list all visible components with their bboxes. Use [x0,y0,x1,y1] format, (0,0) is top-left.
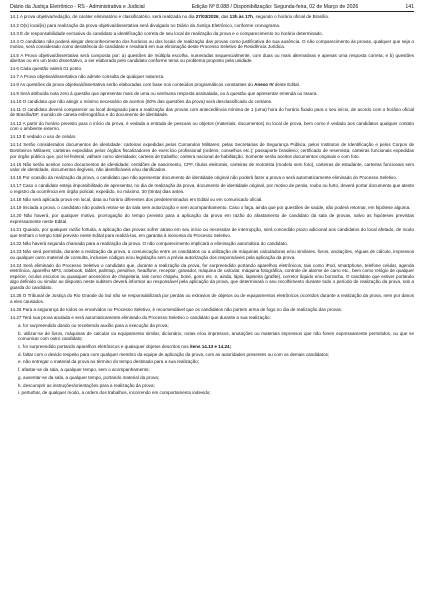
text-run: d. faltar com o devido respeito para com qualquer membro da equipe de aplicação da prova, com as autoridades presentes ou com os demais candidatos; [18,351,330,357]
text-run: f. afastar-se da sala, a qualquer tempo, sem o acompanhamento; [18,367,150,373]
text-run: 14.8 As questões da prova objetiva/dissertativa serão elaboradas com base nos conteúdos programáticos constantes do [10,82,255,88]
text-run: 14.3 É de responsabilidade exclusiva do candidato a identificação correta de seu local de realização da prova e o comparecimento no horário determinado. [10,30,323,36]
text-run: 14.10 O candidato que não atingir o mínimo necessário de acertos (50% das questões da prova) será desclassificado do certame. [10,98,273,104]
paragraph [10,197,414,203]
page-number: 141 [405,4,414,10]
text-run: 14.11 O candidato deverá comparecer ao local designado para a realização das provas com antecedência mínima de 1 (uma) hora do horário fixado para o seu início, de acordo com o horário oficial de Brasília/DF, munido de caneta esferográfica e do documento de identidade. [10,106,414,118]
text-run: , segundo o horário oficial de Brasília. [252,14,330,20]
text-run: 14.14 Serão considerados documentos de identidade: carteiras expedidas pelos Comandos Militares, pelas Secretarias de Segurança Pública, pelos Institutos de Identificação e pelos Corpos de Bombeiros Militares; carteiras expedidas pelos órgãos fiscalizadores de exercício profissional (ordens, conselhos etc.); passaporte brasileiro; certificado de reservista; carteiras funcionais expedidas por órgão público que, por lei federal, valham como identidade; carteira de trabalho; carteira nacional de habilitação. Somente serão aceitos documentos originais e com foto. [10,142,414,159]
text-run: 14.9 Será atribuída nota zero à questão que apresentar mais de uma ou nenhuma resposta assinalada, ou à questão que apresentar emenda ou rasura. [10,90,318,96]
paragraph [10,99,414,105]
publication-title: Diário da Justiça Eletrônico - RS - Administrativa e Judicial [10,4,145,10]
list-item [10,375,414,381]
paragraph [10,14,414,20]
text-run: 14.24 Será eliminado do Processo Seletivo o candidato que, durante a realização da prova, for surpreendido portando aparelhos eletrônicos, tais como iPod, smartphone, telefone celular, agenda eletrônica, aparelho MP3, notebook, tablet, palmtop, pendrive, headfone, receptor, gravador, máquina de calcular, máquina fotográfica, controle de alarme de carro etc., bem como relógio de qualquer espécie, óculos escuros ou quaisquer acessórios de chapelaria, tais como chapéu, boné, gorro etc. e, ainda, lápis, lapiseira (grafite), corretor líquido e/ou borracha. O candidato que estiver portando algo definido ou similar ao disposto neste subitem deverá informar ao responsável pela aplicação da prova, que determinará o seu recolhimento durante todo o período de realização da prova, sob a guarda do candidato. [10,262,414,290]
paragraph [10,175,414,181]
text-run: 14.18 Não será aplicada prova em local, data ou horário diferentes dos predeterminados em Edital ou em comunicado oficial. [10,197,263,203]
bold-text: 13h às 17h [229,14,253,20]
list-item [10,344,414,350]
paragraph [10,74,414,80]
paragraph [10,183,414,194]
page-header [10,4,414,12]
text-run: 14.17 Caso o candidato esteja impossibilitado de apresentar, no dia de realização da prova, documento de identidade original, por motivo de perda, roubo ou furto, deverá portar documento que ateste o registro da ocorrência em órgão policial, expedido, no máximo, 30 (trinta) dias antes. [10,183,414,195]
text-run: b. utilizar-se de livros, máquinas de calcular ou equipamento similar, dicionário, notas e/ou impressos, anotações ou materiais impressos que não forem expressamente permitidos, ou que se comunicar com outro candidato; [18,330,414,342]
text-run: 14.1 A prova objetiva/redação, de caráter eliminatório e classificatório, será realizada no dia [10,14,196,20]
text-run: 14.7 A Prova objetiva/dissertativa não admite consulta de qualquer natureza. [10,74,165,80]
list-item [10,390,414,396]
paragraph [10,23,414,29]
document-body [10,14,414,396]
paragraph [10,134,414,140]
bold-text: itens 14.13 e 14.24; [189,343,232,349]
text-run: 14.6 Cada questão valerá 01 ponto. [10,66,83,72]
paragraph [10,213,414,224]
paragraph [10,53,414,64]
paragraph [10,315,414,321]
text-run: 14.16 Por ocasião da realização da prova, o candidato que não apresentar documento de identidade original não poderá fazer a prova e será automaticamente eliminado do Processo Seletivo. [10,175,397,181]
paragraph [10,227,414,238]
text-run: 14.15 Não serão aceitos como documentos de identidade: certidões de nascimento, CPF, títulos eleitorais, carteiras de motorista (modelo sem foto), carteiras de estudante, carteiras funcionais sem valor de identidade, documentos ilegíveis, não identificáveis e/ou danificados. [10,161,414,173]
text-run: 14.19 Iniciada a prova, o candidato não poderá retirar-se da sala sem autorização e sem acompanhamento. Caso o faça, ainda que por questões de saúde, não poderá retornar, em hipótese alguma. [10,205,411,211]
text-run: 14.25 O Tribunal de Justiça do Rio Grande do Sul não se responsabilizará por perdas ou extravios de objetos ou de equipamentos eletrônicos ocorridos durante a realização da prova, nem por danos a eles causados. [10,292,414,304]
paragraph [10,249,414,260]
paragraph [10,205,414,211]
paragraph [10,263,414,291]
text-run: deste Edital. [273,82,300,88]
text-run: 14.4 O candidato não poderá alegar desconhecimento dos horários ou dos locais de realização das provas como justificativa de sua ausência. O não comparecimento às provas, qualquer que seja o motivo, será considerado como desistência do candidato e resultará em sua eliminação deste Processo Seletivo de Residência Jurídica. [10,38,414,50]
paragraph [10,66,414,72]
paragraph [10,31,414,37]
text-run: 14.27 Terá sua prova anulada e será automaticamente eliminado do Processo Seletivo o candidato que durante a sua realização: [10,314,271,320]
text-run: g. ausentar-se da sala, a qualquer tempo, portando material da prova; [18,374,160,380]
list-item [10,367,414,373]
text-run: 14.22 Não haverá segunda chamada para a realização da prova. O não comparecimento implicará a eliminação automática do candidato. [10,240,289,246]
text-run: 14.2 O(s) local(is) para realização da prova objetiva/dissertativa será divulgado no Diário da Justiça Eletrônico, conforme cronograma. [10,22,281,28]
list-item [10,383,414,389]
text-run: 14.26 Para a segurança de todos os envolvidos no Processo Seletivo, é recomendável que os candidatos não portem arma de fogo no dia de realização das provas. [10,306,343,312]
list-item [10,359,414,365]
paragraph [10,91,414,97]
bold-text: 27/03/2026 [195,14,219,20]
text-run: a. for surpreendido dando ou recebendo auxílio para a execução da prova; [18,322,169,328]
list-item [10,323,414,329]
bold-text: Anexo IV [254,82,274,88]
text-run: 14.13 É vedado o uso de celular. [10,134,77,140]
text-run: h. descumprir as instruções/orientações para a realização da prova; [18,382,155,388]
list-item [10,352,414,358]
text-run: c. for surpreendido portando aparelhos eletrônicos e quaisquer objetos descritos nos [18,343,190,349]
text-run: , das [218,14,230,20]
text-run: 14.23 Não será permitida, durante a realização da prova, a comunicação entre os candidatos ou a utilização de máquinas calculadoras e/ou similares, livros, anotações, réguas de cálculo, impressos ou qualquer outro material de consulta, inclusive códigos e/ou legislação sem a prévia autorização dos responsáveis pela aplicação da prova. [10,248,414,260]
paragraph [10,121,414,132]
paragraph [10,107,414,118]
paragraph [10,39,414,50]
text-run: 14.12 A partir do horário previsto para o início da prova, é vedada a entrada de pessoas ou objetos (materiais, documentos) no local de prova, bem como é vedado aos candidatos qualquer contato com o ambiente externo. [10,120,414,132]
paragraph [10,162,414,173]
text-run: 14.21 Quando, por qualquer razão fortuita, a aplicação das provas sofrer atraso em seu início ou necessitar de interrupção, será concedido prazo adicional aos candidatos do local afetado, de modo que tenham o tempo total previsto neste Edital para realizá-las, em garantia à isonomia do Processo Seletivo. [10,227,414,238]
text-run: 14.20 Não haverá, por qualquer motivo, prorrogação do tempo previsto para a aplicação da prova em razão do afastamento de candidato da sala de provas, salvo as hipóteses previstas expressamente neste Edital. [10,213,414,224]
paragraph [10,241,414,247]
paragraph [10,307,414,313]
text-run: i. perturbar, de qualquer modo, a ordem dos trabalhos, incorrendo em comportamento indevido; [18,390,211,396]
text-run: e. não entregar o material da prova ao término do tempo destinado para a sua realização; [18,359,199,365]
text-run: 14.5 A Prova objetiva/dissertativa será composta por: a) questões de múltipla escolha, numeradas sequencialmente, com duas ou mais alternativas e apenas uma resposta correta; e b) questões abertas ou em um texto dissertativo, a ser elaborado pelo candidato conforme tema ou problema proposto pela unidade. [10,52,414,64]
paragraph [10,293,414,304]
paragraph [10,142,414,159]
edition-info: Edição Nº 8.088 / Disponibilização: Segunda-feira, 02 de Março de 2026 [191,4,359,10]
list-item [10,331,414,342]
paragraph [10,82,414,88]
